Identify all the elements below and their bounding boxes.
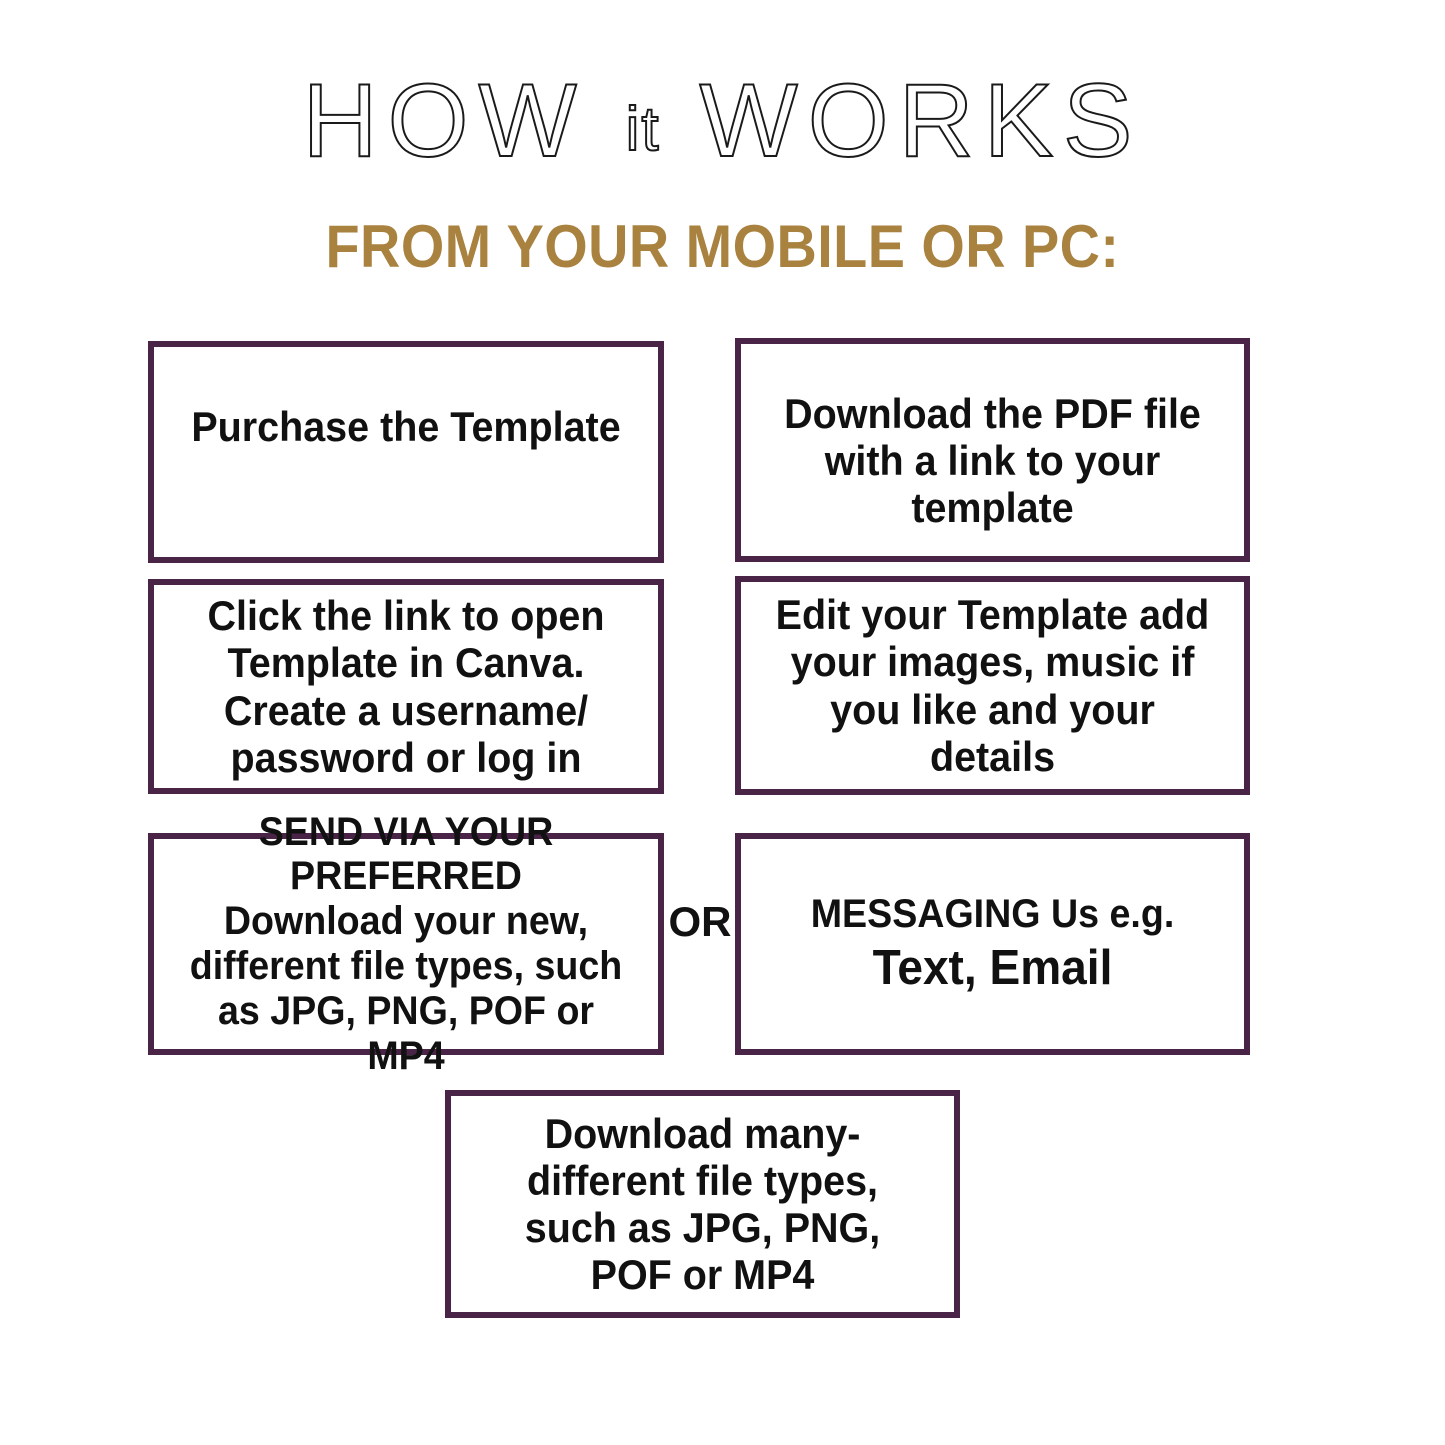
step-text-messaging	[769, 892, 1216, 996]
messaging-line-2: Text, Email	[872, 940, 1113, 995]
page-subtitle: FROM YOUR MOBILE OR PC:	[325, 213, 1120, 280]
title-works: WORKS	[699, 63, 1143, 179]
title-it: it	[625, 95, 661, 164]
step-box-purchase	[148, 341, 664, 563]
step-text-download-pdf: Download the PDF file with a link to your template	[784, 390, 1201, 532]
step-text-purchase: Purchase the Template	[191, 403, 621, 450]
step-box-edit-template	[735, 576, 1250, 795]
step-box-download-many	[445, 1090, 960, 1318]
step-box-download-pdf	[735, 338, 1250, 562]
step-box-send-via	[148, 809, 664, 1078]
messaging-line-1: MESSAGING Us e.g.	[810, 892, 1175, 937]
send-via-body: Download your new, different file types, such as JPG, PNG, POF or MP4	[189, 899, 623, 1078]
step-text-edit-template: Edit your Template add your images, music if you like and your details	[775, 591, 1210, 780]
page-title	[0, 62, 1445, 181]
title-how: HOW	[302, 63, 587, 179]
step-text-send-via	[182, 810, 629, 1079]
step-box-messaging	[735, 833, 1250, 1055]
step-text-download-many: Download many-different file types, such as JPG, PNG, POF or MP4	[524, 1109, 881, 1299]
step-text-click-link: Click the link to open Template in Canva. Create a username/ password or log in	[207, 592, 605, 781]
step-box-click-link	[148, 579, 664, 794]
or-separator: OR	[668, 898, 732, 945]
send-via-heading: SEND VIA YOUR PREFERRED	[258, 809, 554, 899]
